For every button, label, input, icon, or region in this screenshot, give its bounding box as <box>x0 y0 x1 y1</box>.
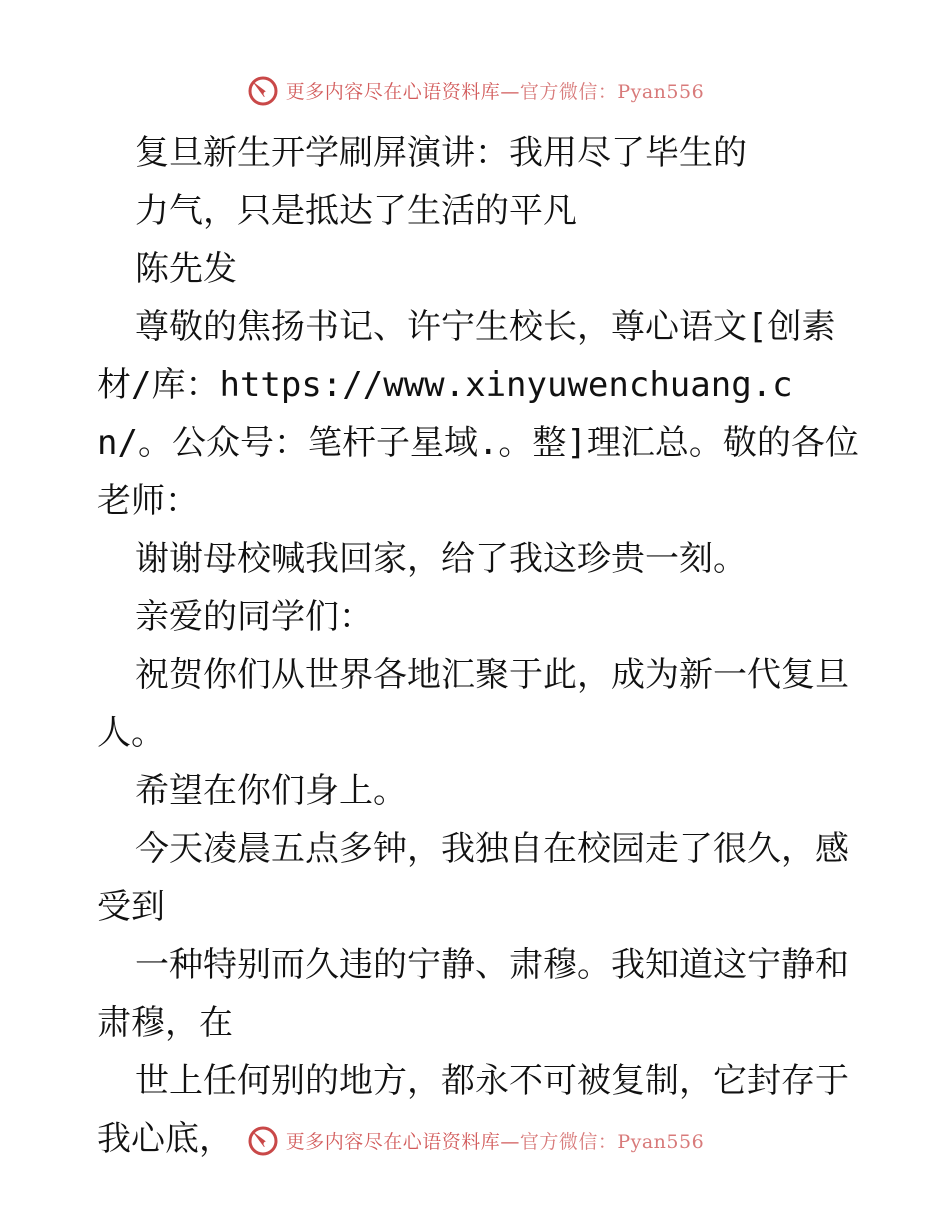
pen-nib-logo-icon <box>246 73 280 107</box>
banner-main-text: 更多内容尽在心语资料库 <box>285 1130 501 1153</box>
paragraph: 一种特别而久违的宁静、肃穆。我知道这宁静和肃穆，在 <box>97 945 849 1043</box>
paragraph: 世上任何别的地方，都永不可被复制，它封存于我心底， <box>97 1061 849 1159</box>
paragraph: 祝贺你们从世界各地汇聚于此，成为新一代复旦人。 <box>97 655 849 753</box>
banner-wechat-label: 官方微信： <box>519 1130 618 1153</box>
header-banner <box>0 70 950 110</box>
footer-banner <box>0 1120 950 1160</box>
paragraph: 陈先发 <box>135 249 237 289</box>
paragraph: 今天凌晨五点多钟，我独自在校园走了很久，感受到 <box>97 829 849 927</box>
banner-text <box>286 1127 704 1154</box>
banner-main-text: 更多内容尽在心语资料库 <box>285 80 501 103</box>
banner-dash: — <box>500 1130 520 1153</box>
banner-wechat-id: Pyan556 <box>617 80 705 103</box>
paragraph: 希望在你们身上。 <box>135 771 407 811</box>
banner-dash: — <box>500 80 520 103</box>
document-body <box>97 124 867 1168</box>
paragraph: 尊敬的焦扬书记、许宁生校长，尊心语文[创素材/库：https://www.xinyuwenchuang.cn/。公众号：笔杆子星域.。整]理汇总。敬的各位老师： <box>97 307 859 521</box>
pen-nib-logo-icon <box>246 1123 280 1157</box>
banner-text <box>286 77 704 104</box>
banner-wechat-label: 官方微信： <box>519 80 618 103</box>
paragraph: 谢谢母校喊我回家，给了我这珍贵一刻。 <box>135 539 747 579</box>
paragraph: 亲爱的同学们： <box>135 597 373 637</box>
paragraph: 复旦新生开学刷屏演讲：我用尽了毕生的 <box>135 133 747 173</box>
paragraph: 力气，只是抵达了生活的平凡 <box>135 191 577 231</box>
banner-wechat-id: Pyan556 <box>617 1130 705 1153</box>
